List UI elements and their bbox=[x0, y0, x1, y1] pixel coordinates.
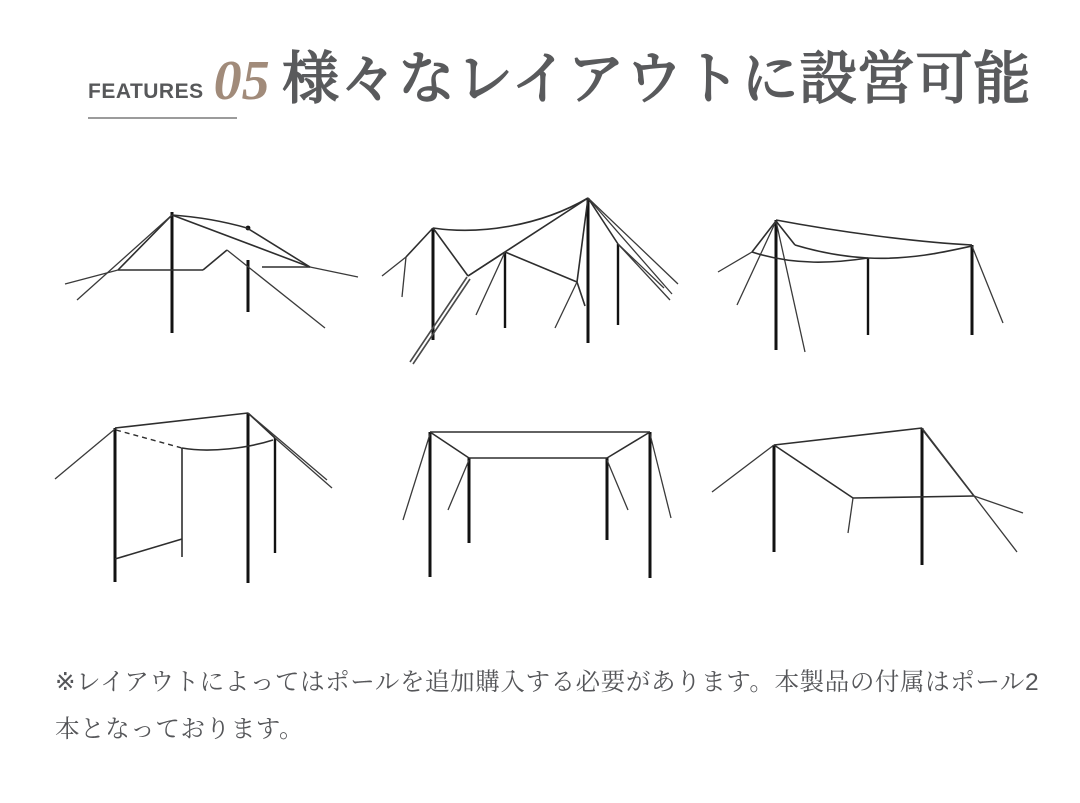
footnote: ※レイアウトによってはポールを追加購入する必要があります。本製品の付属はポール2本となっております。 bbox=[55, 669, 1040, 744]
tarp-layout-diagram-3 bbox=[700, 190, 1040, 380]
features-number: 05 bbox=[213, 50, 270, 112]
features-eyebrow bbox=[88, 50, 270, 112]
tarp-layout-diagram-5 bbox=[390, 400, 700, 600]
features-label: FEATURES bbox=[88, 79, 204, 103]
tarp-layout-diagram-1 bbox=[40, 180, 380, 380]
tarp-layout-diagram-4 bbox=[40, 400, 380, 610]
tarp-layout-diagram-6 bbox=[690, 400, 1040, 610]
eyebrow-underline bbox=[88, 117, 237, 119]
tarp-layout-diagram-2 bbox=[380, 180, 700, 380]
page-title: 様々なレイアウトに設営可能 bbox=[282, 47, 1032, 111]
